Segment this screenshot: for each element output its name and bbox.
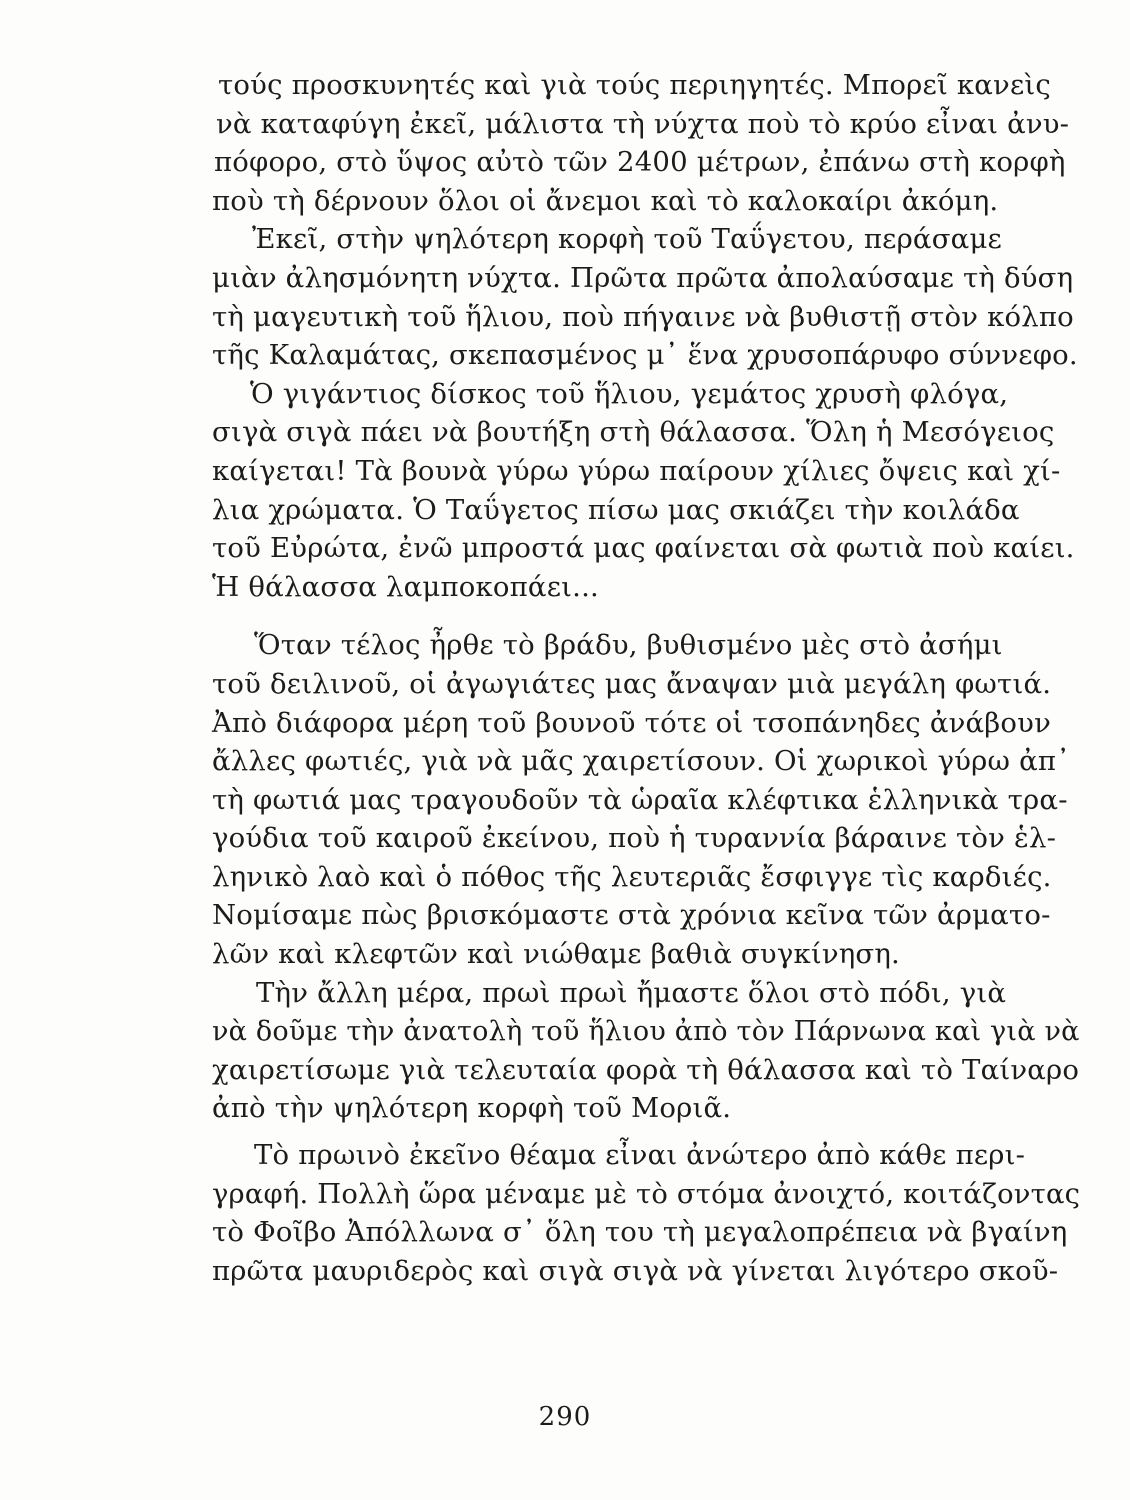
text-line: ἀπὸ τὴν ψηλότερη κορφὴ τοῦ Μοριᾶ. xyxy=(212,1092,732,1125)
text-line: τοῦ Εὐρώτα, ἐνῶ μπροστά μας φαίνεται σὰ φωτιὰ ποὺ καίει. xyxy=(212,532,1075,565)
text-line: Ἀπὸ διάφορα μέρη τοῦ βουνοῦ τότε οἱ τσοπάνηδες ἀνάβουν xyxy=(212,706,1051,739)
text-line: νὰ καταφύγη ἐκεῖ, μάλιστα τὴ νύχτα ποὺ τὸ κρύο εἶναι ἀνυ- xyxy=(216,107,1070,140)
text-line: Ὁ γιγάντιος δίσκος τοῦ ἥλιου, γεμάτος χρυσὴ φλόγα, xyxy=(250,377,1009,410)
text-line: τὴ μαγευτικὴ τοῦ ἥλιου, ποὺ πήγαινε νὰ βυθιστῇ στὸν κόλπο xyxy=(212,300,1074,333)
text-line: ποὺ τὴ δέρνουν ὅλοι οἱ ἄνεμοι καὶ τὸ καλοκαίρι ἀκόμη. xyxy=(212,184,999,217)
text-line: ἄλλες φωτιές, γιὰ νὰ μᾶς χαιρετίσουν. Οἱ χωρικοὶ γύρω ἀπ᾽ xyxy=(212,745,1071,778)
text-line: Τὸ πρωινὸ ἐκεῖνο θέαμα εἶναι ἀνώτερο ἀπὸ κάθε περι- xyxy=(254,1139,1026,1172)
text-line: γραφή. Πολλὴ ὥρα μέναμε μὲ τὸ στόμα ἀνοιχτό, κοιτάζοντας xyxy=(212,1177,1081,1210)
text-line: τῆς Καλαμάτας, σκεπασμένος μ᾽ ἕνα χρυσοπάρυφο σύννεφο. xyxy=(212,339,1078,372)
text-line: τὴ φωτιά μας τραγουδοῦν τὰ ὡραῖα κλέφτικα ἑλληνικὰ τρα- xyxy=(212,783,1068,816)
text-line: τοῦ δειλινοῦ, οἱ ἀγωγιάτες μας ἄναψαν μιὰ μεγάλη φωτιά. xyxy=(212,667,1052,700)
paragraph-gap xyxy=(212,1128,1080,1136)
text-line: χαιρετίσωμε γιὰ τελευταία φορὰ τὴ θάλασσα καὶ τὸ Ταίναρο xyxy=(212,1053,1080,1086)
text-line: νὰ δοῦμε τὴν ἀνατολὴ τοῦ ἥλιου ἀπὸ τὸν Πάρνωνα καὶ γιὰ νὰ xyxy=(212,1015,1080,1048)
paragraph-gap xyxy=(212,606,1080,626)
text-line: πρῶτα μαυριδερὸς καὶ σιγὰ σιγὰ νὰ γίνεται λιγότερο σκοῦ- xyxy=(212,1254,1059,1287)
text-line: Τὴν ἄλλη μέρα, πρωὶ πρωὶ ἤμαστε ὅλοι στὸ πόδι, γιὰ xyxy=(256,976,1007,1009)
text-line: Ἐκεῖ, στὴν ψηλότερη κορφὴ τοῦ Ταΰγετου, περάσαμε xyxy=(252,223,1002,256)
text-line: σιγὰ σιγὰ πάει νὰ βουτήξη στὴ θάλασσα. Ὅλη ἡ Μεσόγειος xyxy=(212,416,1055,449)
text-line: τούς προσκυνητές καὶ γιὰ τούς περιηγητές. Μπορεῖ κανεὶς xyxy=(218,69,1051,101)
text-line: τὸ Φοῖβο Ἀπόλλωνα σ᾽ ὅλη του τὴ μεγαλοπρέπεια νὰ βγαίνη xyxy=(212,1216,1068,1249)
text-line: Ἡ θάλασσα λαμποκοπάει... xyxy=(212,570,599,603)
page-number: 290 xyxy=(538,1402,592,1432)
text-line: μιὰν ἀλησμόνητη νύχτα. Πρῶτα πρῶτα ἀπολαύσαμε τὴ δύση xyxy=(212,261,1074,294)
text-line: καίγεται! Τὰ βουνὰ γύρω γύρω παίρουν χίλιες ὄψεις καὶ χί- xyxy=(212,454,1061,487)
text-line: πόφορο, στὸ ὕψος αὐτὸ τῶν 2400 μέτρων, ἐπάνω στὴ κορφὴ xyxy=(214,146,1066,179)
text-line: ληνικὸ λαὸ καὶ ὁ πόθος τῆς λευτεριᾶς ἔσφιγγε τὶς καρδιές. xyxy=(212,860,1052,893)
text-line: Ὅταν τέλος ἦρθε τὸ βράδυ, βυθισμένο μὲς στὸ ἀσήμι xyxy=(254,629,1003,662)
text-line: γούδια τοῦ καιροῦ ἐκείνου, ποὺ ἡ τυραννία βάραινε τὸν ἑλ- xyxy=(212,822,1057,855)
text-line: λῶν καὶ κλεφτῶν καὶ νιώθαμε βαθιὰ συγκίνηση. xyxy=(212,938,901,971)
body-text xyxy=(212,66,1080,1290)
text-line: Νομίσαμε πὼς βρισκόμαστε στὰ χρόνια κεῖνα τῶν ἀρματο- xyxy=(212,899,1051,932)
text-line: λια χρώματα. Ὁ Ταΰγετος πίσω μας σκιάζει τὴν κοιλάδα xyxy=(212,493,1020,526)
